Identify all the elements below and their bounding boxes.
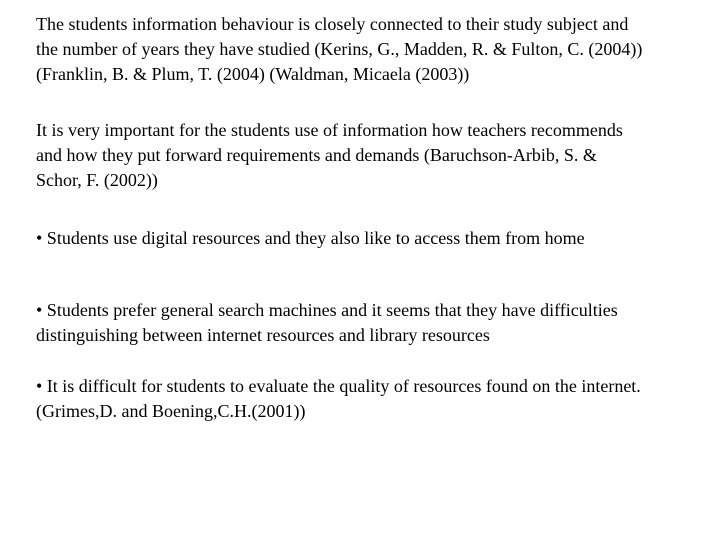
- paragraph-teachers-recommendations: [36, 118, 716, 193]
- text-line: • It is difficult for students to evaluate the quality of resources found on the internet.: [36, 376, 641, 396]
- text-line: Schor, F. (2002)): [36, 170, 158, 190]
- text-line: the number of years they have studied (Kerins, G., Madden, R. & Fulton, C. (2004)): [36, 39, 643, 59]
- text-line: The students information behaviour is closely connected to their study subject and: [36, 14, 629, 34]
- bullet-search-machines: [36, 298, 716, 348]
- text-line: It is very important for the students use of information how teachers recommends: [36, 120, 623, 140]
- bullet-digital-resources: [36, 226, 716, 251]
- text-line: (Grimes,D. and Boening,C.H.(2001)): [36, 401, 306, 421]
- text-line: • Students prefer general search machines and it seems that they have difficulties: [36, 300, 618, 320]
- text-line: (Franklin, B. & Plum, T. (2004) (Waldman, Micaela (2003)): [36, 64, 470, 84]
- text-line: distinguishing between internet resources and library resources: [36, 325, 490, 345]
- text-line: and how they put forward requirements and demands (Baruchson-Arbib, S. &: [36, 145, 597, 165]
- text-line: • Students use digital resources and they also like to access them from home: [36, 228, 585, 248]
- bullet-evaluate-quality: [36, 374, 716, 424]
- paragraph-information-behaviour: [36, 12, 716, 87]
